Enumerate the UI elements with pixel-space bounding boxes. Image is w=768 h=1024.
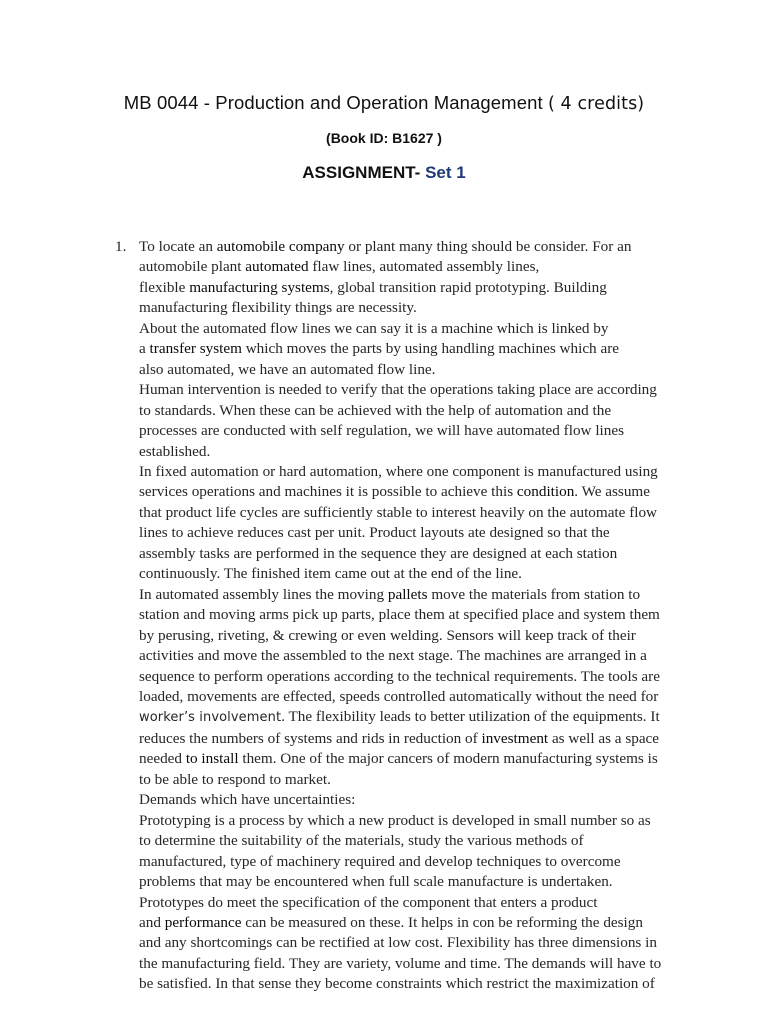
body-text-segment: or plant many thing should be consider. For an — [344, 238, 632, 255]
body-text-segment: to be able to respond to market. — [139, 770, 331, 788]
body-line — [139, 626, 699, 646]
body-text-segment: flaw lines, automated assembly lines, — [308, 258, 540, 276]
body-text-segment: them. One of the major cancers of modern manufacturing systems is — [238, 750, 658, 768]
assignment-heading — [0, 163, 768, 183]
body-text-segment: be satisfied. In that sense they become constraints which restrict the maximization of — [139, 975, 655, 993]
title-main: MB 0044 - Production and Operation Management — [123, 92, 543, 113]
body-text-segment: needed — [139, 750, 186, 768]
body-line — [139, 974, 699, 994]
body-text-segment: reduces the numbers of systems and rids in reduction of — [139, 729, 482, 747]
body-text-segment: transfer system — [149, 340, 242, 358]
body-text-segment: Prototyping is a process by which a new product is developed in small number so as — [139, 811, 651, 829]
body-line — [139, 646, 699, 666]
title-credits: ( 4 credits) — [547, 94, 645, 114]
body-text-segment: flexible — [139, 278, 190, 296]
body-line — [139, 605, 699, 625]
body-text-segment: condition — [516, 483, 575, 501]
body-text-segment: About the automated flow lines we can say it is a machine which is linked by — [139, 319, 609, 337]
body-text-segment: automated — [245, 258, 309, 276]
body-line — [139, 380, 699, 400]
body-line — [139, 503, 699, 523]
body-text-segment: lines to achieve reduces cast per unit. Product layouts ate designed so that the — [139, 524, 610, 542]
body-line — [139, 360, 699, 380]
body-text-segment: the manufacturing field. They are variety, volume and time. The demands will have to — [139, 954, 662, 972]
body-text-segment: investment — [481, 729, 549, 747]
body-text-segment: to install — [185, 750, 239, 768]
body-text-segment: In automated assembly lines the moving — [139, 585, 388, 603]
body-line — [139, 257, 699, 277]
body-text-segment: manufactured, type of machinery required and develop techniques to overcome — [139, 852, 621, 870]
body-text-segment: loaded, movements are effected, speeds controlled automatically without the need for — [139, 687, 659, 705]
body-text-segment: also automated, we have an automated flow line. — [139, 360, 436, 378]
body-text-segment: automobile plant — [139, 258, 246, 276]
body-text-segment: pallets — [387, 585, 428, 603]
body-line — [139, 462, 699, 482]
body-line — [139, 421, 699, 441]
body-line — [139, 893, 699, 913]
body-text-segment: to determine the suitability of the materials, study the various methods of — [139, 832, 584, 850]
body-text-segment: and any shortcomings can be rectified at low cost. Flexibility has three dimensions in — [139, 934, 657, 952]
body-text-segment: by perusing, riveting, & crewing or even welding. Sensors will keep track of their — [139, 626, 636, 644]
body-line — [139, 585, 699, 605]
body-line — [139, 523, 699, 543]
body-text-segment: sequence to perform operations according to the technical requirements. The tools are — [139, 667, 660, 685]
body-text-segment: can be measured on these. It helps in con be reforming the design — [241, 913, 643, 931]
body-text-segment: activities and move the assembled to the next stage. The machines are arranged in a — [139, 647, 647, 665]
body-text-segment: Demands which have uncertainties: — [139, 791, 356, 809]
body-line — [139, 564, 699, 584]
body-text-segment: assembly tasks are performed in the sequence they are designed at each station — [139, 544, 618, 562]
book-id: (Book ID: B1627 ) — [326, 130, 442, 146]
body-text-segment: that product life cycles are sufficiently stable to interest heavily on the automate flow — [139, 503, 658, 521]
body-line — [139, 278, 699, 298]
body-text-segment: and — [139, 913, 165, 931]
assignment-label: ASSIGNMENT- — [302, 163, 421, 182]
body-line — [139, 913, 699, 933]
body-line — [139, 933, 699, 953]
body-text-segment: Human intervention is needed to verify that the operations taking place are according — [139, 381, 657, 399]
body-line — [139, 237, 699, 257]
body-text-segment: which moves the parts by using handling machines which are — [241, 340, 619, 358]
body-text-segment: move the materials from station to — [427, 585, 641, 603]
body-text-segment: In fixed automation or hard automation, where one component is manufactured using — [139, 462, 658, 480]
body-text-segment: station and moving arms pick up parts, place them at specified place and system them — [139, 606, 660, 624]
body-line — [139, 811, 699, 831]
body-line — [139, 482, 699, 502]
body-line — [139, 872, 699, 892]
body-line — [139, 667, 699, 687]
body-text-segment: performance — [164, 913, 242, 931]
body-line — [139, 687, 699, 707]
body-line — [139, 831, 699, 851]
body-text-segment: established. — [139, 442, 211, 460]
body-line — [139, 339, 699, 359]
body-line — [139, 707, 699, 728]
body-text-segment: Prototypes do meet the specification of the component that enters a product — [139, 893, 598, 911]
body-line — [139, 852, 699, 872]
body-text-segment: . We assume — [574, 483, 650, 501]
body-text-segment: as well as a space — [548, 729, 660, 747]
body-text-segment: manufacturing systems — [189, 278, 330, 296]
body-line — [139, 319, 699, 339]
body-text-segment: , global transition rapid prototyping. Building — [329, 278, 607, 296]
body-line — [139, 442, 699, 462]
body-text-segment: . The flexibility leads to better utilization of the equipments. It — [281, 708, 660, 726]
body-text-segment: a — [139, 340, 150, 358]
body-text-segment: manufacturing flexibility things are necessity. — [139, 299, 417, 317]
body-text-segment: processes are conducted with self regulation, we will have automated flow lines — [139, 422, 624, 440]
body-text-segment: problems that may be encountered when full scale manufacture is undertaken. — [139, 873, 613, 891]
body-line — [139, 544, 699, 564]
document-title — [0, 92, 768, 114]
body-line — [139, 298, 699, 318]
body-text-segment: services operations and machines it is possible to achieve this — [139, 483, 517, 501]
body-text-segment: to standards. When these can be achieved with the help of automation and the — [139, 401, 612, 419]
body-line — [139, 401, 699, 421]
body-line — [139, 770, 699, 790]
body-text-segment: worker’s involvement — [139, 710, 282, 726]
body-line — [139, 790, 699, 810]
body-text-segment: continuously. The finished item came out at the end of the line. — [139, 565, 522, 583]
body-line — [139, 954, 699, 974]
answer-body — [139, 237, 699, 995]
body-line — [139, 729, 699, 749]
body-line — [139, 749, 699, 769]
body-text-segment: To locate an — [139, 238, 217, 255]
assignment-set: Set 1 — [425, 163, 466, 182]
item-number: 1. — [115, 238, 127, 255]
body-text-segment: automobile company — [216, 238, 345, 255]
